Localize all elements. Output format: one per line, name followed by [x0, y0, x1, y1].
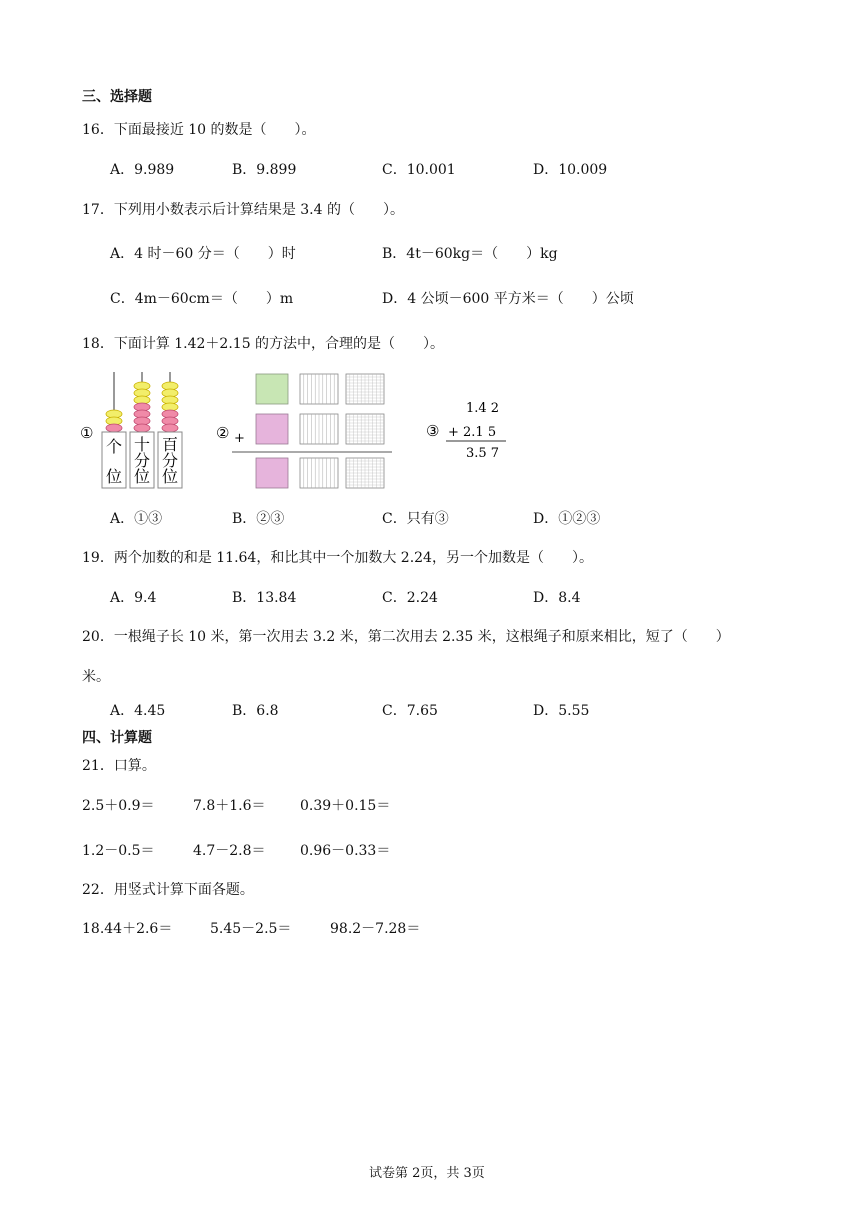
q16-option-d: D．10.009	[533, 162, 608, 178]
q18-option-a: A．①③	[110, 511, 163, 527]
abacus-label-fen-2: 分	[162, 451, 179, 470]
abacus-label-shi: 十	[134, 435, 151, 454]
question-21-stem: 21．口算。	[82, 758, 156, 774]
question-19-stem: 19．两个加数的和是 11.64，和比其中一个加数大 2.24，另一个加数是（ ）。	[82, 550, 593, 566]
q20-option-c: C．7.65	[382, 703, 438, 719]
fig2-marker: ②	[216, 424, 230, 442]
fig1-marker: ①	[80, 424, 94, 442]
q18-option-d: D．①②③	[533, 511, 601, 527]
q20-option-d: D．5.55	[533, 703, 590, 719]
abacus-label-wei-1: 位	[106, 467, 123, 486]
q21-item-2: 7.8＋1.6＝	[193, 798, 266, 814]
section-title-choice: 三、选择题	[82, 89, 152, 105]
question-16-stem: 16．下面最接近 10 的数是（ ）。	[82, 122, 316, 138]
question-17-stem: 17．下列用小数表示后计算结果是 3.4 的（ ）。	[82, 202, 404, 218]
question-22-stem: 22．用竖式计算下面各题。	[82, 882, 254, 898]
q22-item-1: 18.44＋2.6＝	[82, 921, 173, 937]
q18-option-c: C．只有③	[382, 511, 449, 527]
q16-option-c: C．10.001	[382, 162, 456, 178]
q19-option-c: C．2.24	[382, 590, 438, 606]
vertical-line-3: 3.5 7	[466, 446, 500, 461]
question-18-stem: 18．下面计算 1.42＋2.15 的方法中，合理的是（ ）。	[82, 336, 445, 352]
abacus-label-ge: 个	[106, 437, 123, 456]
q18-option-b: B．②③	[232, 511, 285, 527]
abacus-label-wei-2: 位	[134, 467, 151, 486]
q19-option-a: A．9.4	[110, 590, 157, 606]
q20-option-b: B．6.8	[232, 703, 279, 719]
q21-item-5: 4.7－2.8＝	[193, 843, 266, 859]
q22-item-2: 5.45－2.5＝	[210, 921, 292, 937]
question-20-stem-line-1: 20．一根绳子长 10 米，第一次用去 3.2 米，第二次用去 2.35 米，这根绳子和原来相比，短了（ ）	[82, 629, 730, 645]
fig2-plus: +	[234, 431, 245, 446]
abacus-label-wei-3: 位	[162, 467, 179, 486]
abacus-figure	[80, 368, 200, 492]
fig3-marker: ③	[426, 422, 440, 440]
vertical-line-2: + 2.1 5	[448, 425, 497, 440]
q22-item-3: 98.2－7.28＝	[330, 921, 421, 937]
vertical-line-1: 1.4 2	[466, 401, 500, 416]
page-footer: 试卷第 2页，共 3页	[369, 1166, 485, 1181]
q19-option-b: B．13.84	[232, 590, 297, 606]
q17-option-c: C．4m－60cm＝（ ）m	[110, 291, 294, 307]
q21-item-3: 0.39＋0.15＝	[300, 798, 391, 814]
q21-item-1: 2.5＋0.9＝	[82, 798, 155, 814]
abacus-label-fen-1: 分	[134, 451, 151, 470]
q17-option-b: B．4t－60kg＝（ ）kg	[382, 246, 558, 262]
q16-option-a: A．9.989	[110, 162, 175, 178]
section-title-calculation: 四、计算题	[82, 730, 152, 746]
q17-option-a: A．4 时－60 分＝（ ）时	[110, 246, 296, 262]
q17-option-d: D．4 公顷－600 平方米＝（ ）公顷	[382, 291, 634, 307]
vertical-addition-figure	[426, 398, 516, 462]
question-20-stem-line-2: 米。	[82, 669, 110, 685]
q16-option-b: B．9.899	[232, 162, 297, 178]
block-model-figure	[216, 372, 396, 496]
abacus-label-bai: 百	[162, 435, 179, 454]
q19-option-d: D．8.4	[533, 590, 581, 606]
q20-option-a: A．4.45	[110, 703, 166, 719]
q21-item-4: 1.2－0.5＝	[82, 843, 155, 859]
q21-item-6: 0.96－0.33＝	[300, 843, 391, 859]
